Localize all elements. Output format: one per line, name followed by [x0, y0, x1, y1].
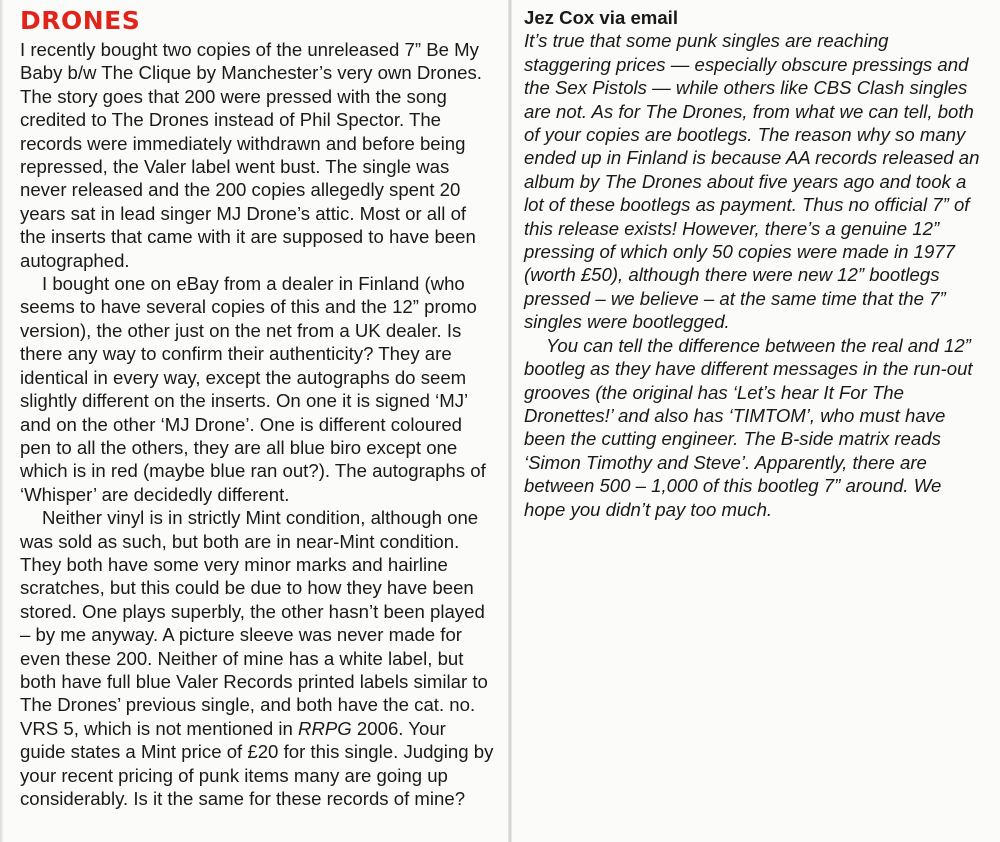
rrpg-title: RRPG — [298, 717, 352, 739]
reply-paragraph-2: You can tell the difference between the real and 12” bootleg as they have different messages in the run-out grooves (the original has ‘Let’s hear It For The Dronettes!’ and also has ‘TIMTOM’, who must have been the cutting engineer. The B-side matrix reads ‘Simon Timothy and Steve’. Apparently, there are between 500 – 1,000 of this bootleg 7” around. We hope you didn’t pay too much. — [524, 334, 973, 520]
column-gutter — [508, 0, 512, 842]
left-column — [20, 6, 496, 810]
reply-paragraph-1: It’s true that some punk singles are reaching staggering prices — especially obscure pressings and the Sex Pistols — while others like CBS Clash singles are not. As for The Drones, from what we can tell, both of your copies are bootlegs. The reason why so many ended up in Finland is because AA records released an album by The Drones about five years ago and took a lot of these bootlegs as payment. Thus no official 7” of this release exists! However, there’s a genuine 12” pressing of which only 50 copies were made in 1977 (worth £50), although there were new 12” bootlegs pressed – we believe – at the same time that the 7” singles were bootlegged. — [524, 30, 980, 333]
right-column — [524, 6, 980, 521]
letter-paragraph-3-part-2: 2006. Your guide states a Mint price of £20 for this single. Judging by your recent pricing of punk items many are going up considerably. Is it the same for these records of mine? — [20, 717, 494, 809]
letter-paragraph-3-part-1: Neither vinyl is in strictly Mint condition, although one was sold as such, but both are in near-Mint condition. They both have some very minor marks and hairline scratches, but this could be due to how they have been stored. One plays superbly, the other hasn’t been played – by me anyway. A picture sleeve was never made for even these 200. Neither of mine has a white label, but both have full blue Valer Records printed labels similar to The Drones’ previous single, and both have the cat. no. VRS 5, which is not mentioned in — [20, 507, 488, 739]
letter-paragraph-2: I bought one on eBay from a dealer in Finland (who seems to have several copies of this and the 12” promo version), the other just on the net from a UK dealer. Is there any way to confirm their authenticity? They are identical in every way, except the autographs do seem slightly different on the inserts. On one it is signed ‘MJ’ and on the other ‘MJ Drone’. One is different coloured pen to all the others, they are all blue biro except one which is in red (maybe blue ran out?). The autographs of ‘Whisper’ are decidedly different. — [20, 273, 486, 505]
letter-paragraph-3 — [20, 506, 496, 810]
letter-paragraph-1: I recently bought two copies of the unreleased 7” Be My Baby b/w The Clique by Manchester’s very own Drones. The story goes that 200 were pressed with the song credited to The Drones instead of Phil Spector. The records were immediately withdrawn and before being repressed, the Valer label went bust. The single was never released and the 200 copies allegedly spent 20 years sat in lead singer MJ Drone’s attic. Most or all of the inserts that came with it are supposed to have been autographed. — [20, 39, 482, 271]
letter-signature: Jez Cox via email — [524, 7, 678, 28]
article-heading: DRONES — [20, 6, 141, 35]
